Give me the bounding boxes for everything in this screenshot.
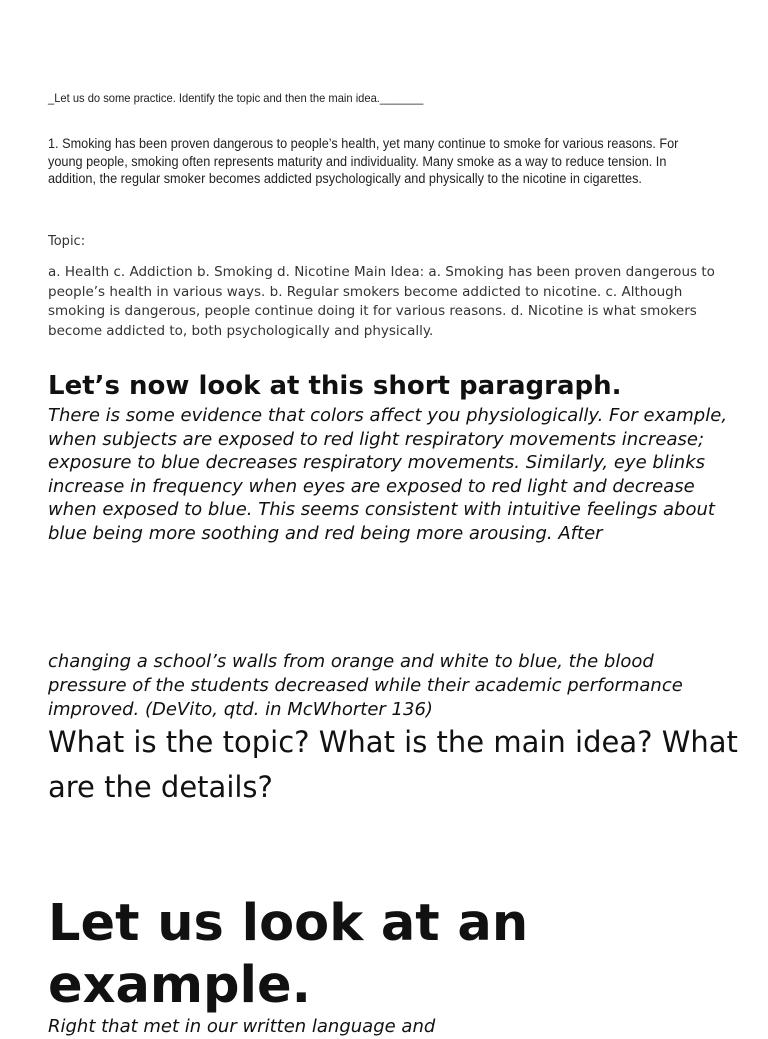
paragraph-text-part-1: There is some evidence that colors affect you physiologically. For example, when subjects are exposed to red light respiratory movements increase; exposure to blue decreases respiratory movements. Similarly, eye blinks increase in frequency when eyes are exposed to red light and decrease when exposed to blue. This seems consistent with intuitive feelings about blue being more soothing and red being more arousing. After xyxy=(48,405,728,544)
example-heading: Let us look at an example. xyxy=(48,894,529,1015)
topic-label: Topic: xyxy=(48,234,86,249)
paragraph-text-part-2: changing a school’s walls from orange and white to blue, the blood pressure of the students decreased while their academic performance improved. (DeVito, qtd. in McWhorter 136) xyxy=(48,651,683,720)
practice-instruction: _Let us do some practice. Identify the topic and then the main idea._______ xyxy=(48,91,424,105)
cutoff-text: Right that met in our written language and xyxy=(48,1016,436,1037)
paragraph-heading: Let’s now look at this short paragraph. xyxy=(48,371,622,401)
reading-question: What is the topic? What is the main idea? What are the details? xyxy=(48,725,738,804)
practice-question-1: 1. Smoking has been proven dangerous to people’s health, yet many continue to smoke for various reasons. For young people, smoking often represents maturity and individuality. Many smoke as a way to reduce tension. In addition, the regular smoker becomes addicted psychologically and physically to the nicotine in cigarettes. xyxy=(48,136,679,186)
answer-options: a. Health c. Addiction b. Smoking d. Nicotine Main Idea: a. Smoking has been proven dangerous to people’s health in various ways. b. Regular smokers become addicted to nicotine. c. Although smoking is dangerous, people continue doing it for various reasons. d. Nicotine is what smokers become addicted to, both psychologically and physically. xyxy=(48,264,715,339)
